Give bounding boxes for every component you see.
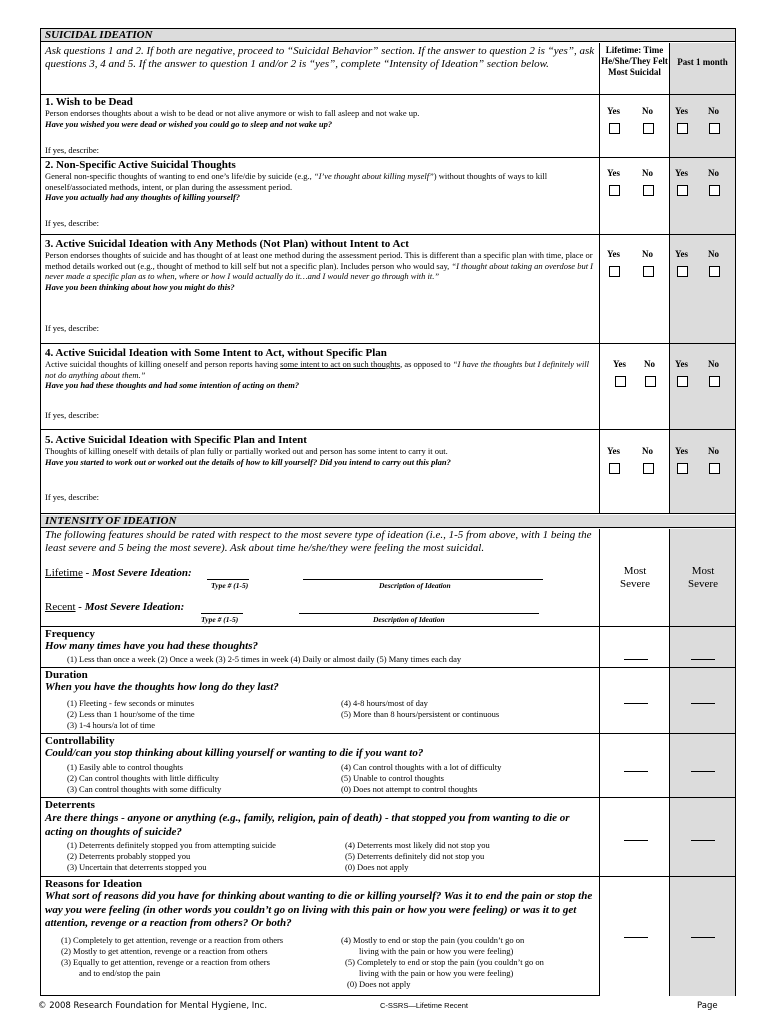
question-3-row <box>41 235 735 344</box>
reasons-opt-1: (1) Completely to get attention, revenge or a reaction from others <box>61 935 284 945</box>
q5-recent-yes-label: Yes <box>675 446 688 456</box>
lifetime-type-caption: Type # (1-5) <box>211 581 249 590</box>
frequency-lifetime-score[interactable] <box>624 659 648 660</box>
q4-desc-underline: some intent to act on such thoughts <box>280 359 401 369</box>
recent-most-severe: Most Severe <box>688 565 718 590</box>
frequency-title: Frequency <box>45 628 95 640</box>
frequency-recent-score[interactable] <box>691 659 715 660</box>
q4-description <box>41 359 599 380</box>
deterrents-title: Deterrents <box>45 799 95 811</box>
footer-form-name: C-SSRS—Lifetime Recent <box>380 1001 468 1010</box>
intensity-header-row <box>41 529 735 627</box>
controllability-opt-3: (3) Can control thoughts with some difficulty <box>67 784 222 794</box>
q3-recent-no-checkbox[interactable] <box>709 266 720 277</box>
q3-desc-quote: “I thought about taking an overdose but I never made a specific plan as to when, where or how I would actually do it…and I would never go through with it.” <box>45 260 594 281</box>
q3-lifetime-no-label: No <box>642 249 653 259</box>
deterrents-row <box>41 798 735 877</box>
q1-lifetime-no-checkbox[interactable] <box>643 123 654 134</box>
q3-if-yes: If yes, describe: <box>45 323 100 333</box>
q2-desc-a: General non-specific thoughts of wanting to end one’s life/die by suicide (e.g., <box>45 171 314 181</box>
q5-title: 5. Active Suicidal Ideation with Specific Plan and Intent <box>45 434 307 446</box>
q2-recent-yes-checkbox[interactable] <box>677 185 688 196</box>
q3-recent-yes-label: Yes <box>675 249 688 259</box>
q4-recent-no-checkbox[interactable] <box>709 376 720 387</box>
controllability-recent-score[interactable] <box>691 771 715 772</box>
ideation-header-row <box>41 43 735 95</box>
duration-row <box>41 668 735 734</box>
duration-opt-3: (3) 1-4 hours/a lot of time <box>67 720 156 730</box>
q4-lifetime-yes-checkbox[interactable] <box>615 376 626 387</box>
q4-desc-b: , as opposed to <box>400 359 453 369</box>
frequency-row <box>41 627 735 668</box>
lifetime-most-severe: Most Severe <box>620 565 650 590</box>
q1-description: Person endorses thoughts about a wish to be dead or not alive anymore or wish to fall asleep and not wake up. <box>45 108 420 118</box>
deterrents-opt-0: (0) Does not apply <box>345 862 409 872</box>
q4-lifetime-no-label: No <box>644 359 655 369</box>
deterrents-question: Are there things - anyone or anything (e.g., family, religion, pain of death) - that stopped you from wanting to die or acting on thoughts of suicide? <box>45 812 570 838</box>
duration-opt-1: (1) Fleeting - few seconds or minutes <box>67 698 194 708</box>
q1-recent-no-checkbox[interactable] <box>709 123 720 134</box>
q3-recent-no-label: No <box>708 249 719 259</box>
reasons-opt-3b: and to end/stop the pain <box>79 968 161 978</box>
reasons-opt-4a: (4) Mostly to end or stop the pain (you couldn’t go on <box>341 935 525 945</box>
q1-lifetime-no-label: No <box>642 106 653 116</box>
reasons-recent-score[interactable] <box>691 937 715 938</box>
q3-lifetime-yes-label: Yes <box>607 249 620 259</box>
q1-lifetime-yes-checkbox[interactable] <box>609 123 620 134</box>
q4-desc-quote: “I have the thoughts but I definitely will not do anything about them.” <box>45 359 589 380</box>
lifetime-desc-caption: Description of Ideation <box>379 581 451 590</box>
question-2-row <box>41 158 735 235</box>
frequency-question: How many times have you had these thoughts? <box>45 640 258 652</box>
duration-question: When you have the thoughts how long do they last? <box>45 681 279 693</box>
q5-recent-yes-checkbox[interactable] <box>677 463 688 474</box>
duration-opt-4: (4) 4-8 hours/most of day <box>341 698 428 708</box>
q2-question: Have you actually had any thoughts of killing yourself? <box>45 192 241 202</box>
reasons-question: What sort of reasons did you have for thinking about wanting to die or killing yourself? Was it to end the pain or stop the way you were feeling (in other words you couldn’t go on living with this pain or how you were feeling) or was it to get attention, revenge or a reaction from others? Or both? <box>45 890 593 929</box>
duration-title: Duration <box>45 669 88 681</box>
q2-desc-quote: “I’ve thought about killing myself” <box>313 171 434 181</box>
question-5-row <box>41 430 735 514</box>
q2-if-yes: If yes, describe: <box>45 218 100 228</box>
q1-lifetime-yes-label: Yes <box>607 106 620 116</box>
duration-recent-score[interactable] <box>691 703 715 704</box>
q3-lifetime-no-checkbox[interactable] <box>643 266 654 277</box>
q1-recent-yes-label: Yes <box>675 106 688 116</box>
col-recent-header: Past 1 month <box>677 57 728 67</box>
deterrents-recent-score[interactable] <box>691 840 715 841</box>
recent-severe-label <box>45 601 184 613</box>
q5-if-yes: If yes, describe: <box>45 492 100 502</box>
q5-lifetime-yes-label: Yes <box>607 446 620 456</box>
recent-desc-caption: Description of Ideation <box>373 615 445 624</box>
controllability-opt-0: (0) Does not attempt to control thoughts <box>341 784 478 794</box>
duration-opt-2: (2) Less than 1 hour/some of the time <box>67 709 195 719</box>
controllability-title: Controllability <box>45 735 115 747</box>
q2-recent-no-checkbox[interactable] <box>709 185 720 196</box>
reasons-opt-0: (0) Does not apply <box>347 979 411 989</box>
q3-question: Have you been thinking about how you might do this? <box>45 281 235 292</box>
frequency-options: (1) Less than once a week (2) Once a week (3) 2-5 times in week (4) Daily or almost daily (5) Many times each day <box>67 654 462 664</box>
q3-recent-yes-checkbox[interactable] <box>677 266 688 277</box>
q2-lifetime-no-checkbox[interactable] <box>643 185 654 196</box>
col-lifetime-header: Lifetime: Time He/She/They Felt Most Suicidal <box>601 45 668 77</box>
q2-lifetime-yes-checkbox[interactable] <box>609 185 620 196</box>
q4-recent-no-label: No <box>708 359 719 369</box>
form-frame <box>40 28 736 996</box>
q1-question: Have you wished you were dead or wished you could go to sleep and not wake up? <box>45 118 333 129</box>
footer-page: Page <box>697 1001 718 1011</box>
duration-opt-5: (5) More than 8 hours/persistent or continuous <box>341 709 500 719</box>
section-title-ideation: SUICIDAL IDEATION <box>41 29 735 42</box>
intensity-instructions: The following features should be rated with respect to the most severe type of ideation (i.e., 1-5 from above, with 1 being the least severe and 5 being the most severe). Ask about time he/she/they were feeling the most suicidal. <box>45 529 592 554</box>
q2-description <box>41 171 599 192</box>
q2-desc-b: ) without thoughts of ways to kill oneself/associated methods, intent, or plan during the assessment period. <box>45 171 548 192</box>
ideation-instructions: Ask questions 1 and 2. If both are negative, proceed to “Suicidal Behavior” section. If the answer to question 2 is “yes”, ask questions 3, 4 and 5. If the answer to question 1 and/or 2 is “yes”, complete “Intensity of Ideation” section below. <box>45 45 595 70</box>
q5-recent-no-label: No <box>708 446 719 456</box>
q4-lifetime-no-checkbox[interactable] <box>645 376 656 387</box>
reasons-lifetime-score[interactable] <box>624 937 648 938</box>
deterrents-opt-1: (1) Deterrents definitely stopped you from attempting suicide <box>67 840 276 850</box>
controllability-question: Could/can you stop thinking about killing yourself or wanting to die if you want to? <box>45 747 424 759</box>
q3-desc: Person endorses thoughts of suicide and has thought of at least one method during the assessment period. This is different than a specific plan with time, place or method details worked out (e.g., thought of method to kill self but not a specific plan). Includes person who would say, <box>45 250 593 271</box>
q1-recent-yes-checkbox[interactable] <box>677 123 688 134</box>
lifetime-rest: - Most Severe Ideation: <box>82 567 192 579</box>
deterrents-opt-5: (5) Deterrents definitely did not stop you <box>345 851 485 861</box>
reasons-row <box>41 877 735 996</box>
q3-description <box>41 250 599 282</box>
reasons-opt-5a: (5) Completely to end or stop the pain (you couldn’t go on <box>345 957 544 967</box>
reasons-opt-5b: living with the pain or how you were feeling) <box>359 968 514 978</box>
reasons-opt-3a: (3) Equally to get attention, revenge or a reaction from others <box>61 957 270 967</box>
q4-if-yes: If yes, describe: <box>45 410 100 420</box>
q5-lifetime-no-label: No <box>642 446 653 456</box>
lifetime-severe-label <box>45 567 192 579</box>
q4-lifetime-yes-label: Yes <box>613 359 626 369</box>
question-1-row <box>41 95 735 158</box>
deterrents-lifetime-score[interactable] <box>624 840 648 841</box>
q2-lifetime-no-label: No <box>642 168 653 178</box>
duration-lifetime-score[interactable] <box>624 703 648 704</box>
section-title-intensity: INTENSITY OF IDEATION <box>41 515 735 528</box>
lifetime-word: Lifetime <box>45 567 83 579</box>
q5-description: Thoughts of killing oneself with details of plan fully or partially worked out and person has some intent to carry it out. <box>45 446 448 456</box>
reasons-opt-4b: living with the pain or how you were feeling) <box>359 946 514 956</box>
footer-copyright: © 2008 Research Foundation for Mental Hygiene, Inc. <box>38 1001 268 1011</box>
q5-recent-no-checkbox[interactable] <box>709 463 720 474</box>
q4-desc-a: Active suicidal thoughts of killing oneself and person reports having <box>45 359 281 369</box>
controllability-row <box>41 734 735 798</box>
controllability-lifetime-score[interactable] <box>624 771 648 772</box>
q2-lifetime-yes-label: Yes <box>607 168 620 178</box>
q4-question: Have you had these thoughts and had some intention of acting on them? <box>45 380 300 390</box>
controllability-opt-2: (2) Can control thoughts with little difficulty <box>67 773 219 783</box>
q1-if-yes: If yes, describe: <box>45 145 100 155</box>
recent-rest: - Most Severe Ideation: <box>75 601 185 613</box>
q3-title: 3. Active Suicidal Ideation with Any Methods (Not Plan) without Intent to Act <box>45 238 409 250</box>
q5-lifetime-no-checkbox[interactable] <box>643 463 654 474</box>
recent-type-caption: Type # (1-5) <box>201 615 239 624</box>
q2-title: 2. Non-Specific Active Suicidal Thoughts <box>45 159 236 171</box>
q4-title: 4. Active Suicidal Ideation with Some Intent to Act, without Specific Plan <box>45 347 387 359</box>
controllability-opt-5: (5) Unable to control thoughts <box>341 773 444 783</box>
deterrents-opt-4: (4) Deterrents most likely did not stop you <box>345 840 490 850</box>
q2-recent-no-label: No <box>708 168 719 178</box>
q1-recent-no-label: No <box>708 106 719 116</box>
controllability-opt-4: (4) Can control thoughts with a lot of difficulty <box>341 762 502 772</box>
q4-recent-yes-label: Yes <box>675 359 688 369</box>
q5-question: Have you started to work out or worked out the details of how to kill yourself? Did you intend to carry out this plan? <box>45 456 451 467</box>
q5-lifetime-yes-checkbox[interactable] <box>609 463 620 474</box>
deterrents-opt-3: (3) Uncertain that deterrents stopped you <box>67 862 207 872</box>
reasons-title: Reasons for Ideation <box>45 878 142 890</box>
q1-title: 1. Wish to be Dead <box>45 96 133 108</box>
q4-recent-yes-checkbox[interactable] <box>677 376 688 387</box>
reasons-opt-2: (2) Mostly to get attention, revenge or a reaction from others <box>61 946 268 956</box>
controllability-opt-1: (1) Easily able to control thoughts <box>67 762 183 772</box>
q3-lifetime-yes-checkbox[interactable] <box>609 266 620 277</box>
recent-word: Recent <box>45 601 76 613</box>
deterrents-opt-2: (2) Deterrents probably stopped you <box>67 851 191 861</box>
question-4-row <box>41 344 735 430</box>
q2-recent-yes-label: Yes <box>675 168 688 178</box>
